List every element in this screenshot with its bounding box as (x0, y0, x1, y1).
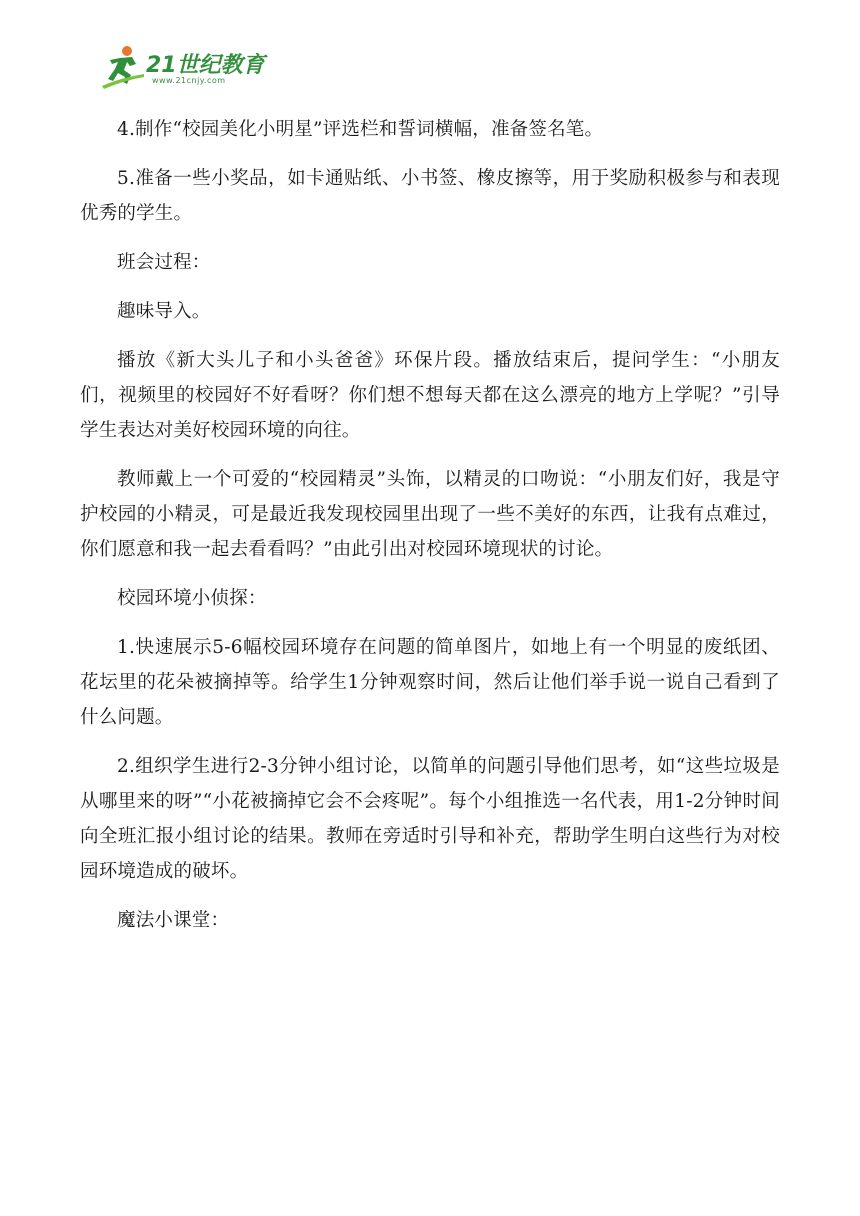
section-heading-detective: 校园环境小侦探： (117, 588, 267, 609)
section-heading-process: 班会过程： (117, 252, 211, 273)
paragraph-intro-spirit: 教师戴上一个可爱的“校园精灵”头饰，以精灵的口吻说：“小朋友们好，我是守护校园的小精灵，可是最近我发现校园里出现了一些不美好的东西，让我有点难过，你们愿意和我一起去看看吗？”由此引出对校园环境现状的讨论。 (80, 469, 780, 560)
logo-name: 21世纪教育 (146, 53, 265, 78)
paragraph-detective-1: 1.快速展示5-6幅校园环境存在问题的简单图片，如地上有一个明显的废纸团、花坛里的花朵被摘掉等。给学生1分钟观察时间，然后让他们举手说一说自己看到了什么问题。 (80, 637, 780, 728)
paragraph-intro-video: 播放《新大头儿子和小头爸爸》环保片段。播放结束后，提问学生：“小朋友们，视频里的校园好不好看呀？你们想不想每天都在这么漂亮的地方上学呢？”引导学生表达对美好校园环境的向往。 (80, 350, 780, 441)
runner-logo-icon (100, 44, 148, 90)
paragraph-detective-2: 2.组织学生进行2-3分钟小组讨论，以简单的问题引导他们思考，如“这些垃圾是从哪里来的呀”“小花被摘掉它会不会疼呢”。每个小组推选一名代表，用1-2分钟时间向全班汇报小组讨论的结果。教师在旁适时引导和补充，帮助学生明白这些行为对校园环境造成的破坏。 (80, 756, 780, 882)
paragraph-prep-5: 5.准备一些小奖品，如卡通贴纸、小书签、橡皮擦等，用于奖励积极参与和表现优秀的学生。 (80, 168, 780, 224)
document-body (80, 112, 780, 938)
logo-url: www.21cnjy.com (152, 76, 226, 85)
section-heading-magic-class: 魔法小课堂： (117, 910, 230, 931)
logo (100, 44, 270, 92)
section-heading-intro: 趣味导入。 (117, 301, 211, 322)
paragraph-prep-4: 4.制作“校园美化小明星”评选栏和誓词横幅，准备签名笔。 (117, 119, 604, 140)
